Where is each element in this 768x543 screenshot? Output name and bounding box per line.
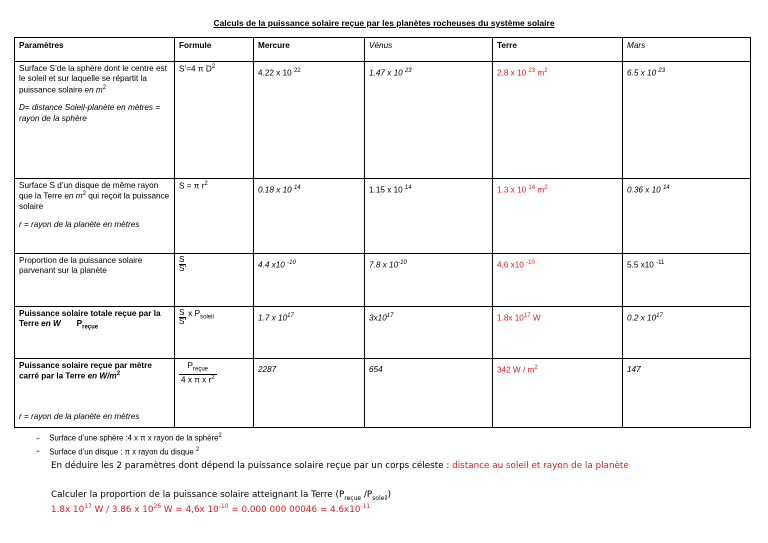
mars-value: 5.5 x10 $^{-11}$ [623,254,751,307]
compute-question: Calculer la proportion de la puissance solaire atteignant la Terre ($P_{reçue}$ $/P_{soleil}$) [51,490,392,502]
formula-cell: $\frac{S}{S'}$ x $P_{soleil}$ [175,307,254,359]
param-note: D= distance Soleil-planète en mètres = rayon de la sphère [19,103,161,123]
header-formule: Formule [175,38,254,62]
deduce-answer: distance au soleil et rayon de la planète [452,461,629,471]
formula-sup: 2 [211,64,216,70]
row-param-cell: Puissance solaire totale reçue par la Terre en W $P_{reçue}$ [15,307,175,359]
header-parametres: Paramètres [15,38,175,62]
terre-value: 4.6 x10 $^{-10}$ [493,254,623,307]
param-note: r = rayon de la planète en mètres [19,412,140,422]
table-row [15,307,751,359]
row-param-cell: Proportion de la puissance solaire parvenant sur la planète [15,254,175,307]
formula-text: S’=4 π D [179,64,212,74]
mercure-value: 4.4 x10 $^{-10}$ [254,254,365,307]
mercure-value: 2287 [254,359,365,428]
terre-value: 1.3 x 10 $^{14}$ $m^2$ [493,179,623,254]
venus-value: 1.47 x 10 $^{23}$ [365,62,493,179]
terre-value: 1.8x $10^{17}$ W [493,307,623,359]
note-sphere: ➢ Surface d’une sphère :4 x π x rayon de la sphère$^2$ [36,431,222,445]
header-mars: Mars [623,38,751,62]
venus-value: $3x10^{17}$ [365,307,493,359]
row-param-cell: Puissance solaire reçue par mètre carré par la Terre en $W/m^2$ r = rayon de la planète en mètres [15,359,175,428]
mars-value: 0.2 x $10^{17}$ [623,307,751,359]
table-row [15,179,751,254]
formula-cell [175,62,254,179]
mars-value: 147 [623,359,751,428]
mercure-value: 1.7 x $10^{17}$ [254,307,365,359]
formula-cell [175,359,254,428]
mercure-value: 4.22 x 10 $^{22}$ [254,62,365,179]
param-note: r = rayon de la planète en mètres [19,220,140,230]
header-mercure: Mercure [254,38,365,62]
terre-value: 2.8 x 10 $^{23}$ $m^2$ [493,62,623,179]
mars-value: 6.5 x 10 $^{23}$ [623,62,751,179]
table-row [15,254,751,307]
venus-value: 654 [365,359,493,428]
table-row [15,359,751,428]
param-unit: en m [84,85,103,95]
venus-value: 7.8 x $10^{-10}$ [365,254,493,307]
page-title: Calculs de la puissance solaire reçue par les planètes rocheuses du système solaire [213,18,555,28]
terre-value: 342 W / $m^2$ [493,359,623,428]
venus-value: 1.15 x 10 $^{14}$ [365,179,493,254]
row-param-cell [15,62,175,179]
mercure-value: 0.18 x 10 $^{14}$ [254,179,365,254]
table-row [15,62,751,179]
formula-cell: S = π $r^2$ [175,179,254,254]
row-param-cell: Surface S d’un disque de même rayon que la Terre en $m^2$ qui reçoit la puissance solaire r = rayon de la planète en mètres [15,179,175,254]
note-disque: ➢ Surface d’un disque : π x rayon du disque $^2$ [36,445,222,459]
compute-answer: 1.8x $10^{17}$ W / 3.86 x $10^{26}$ W = 4,6x $10^{-10} = 0.000$ 000 $00046 = 4.6x10^{-11}$ [51,503,371,515]
formula-fraction: $\frac{S}{S'}$ [179,255,187,274]
mars-value: 0.36 x 10 $^{14}$ [623,179,751,254]
param-unit-sup: 2 [102,84,107,91]
param-text: Surface S’de la sphère dont le centre est le soleil et sur laquelle se répartit la puissance solaire [19,64,167,95]
formula-cell [175,254,254,307]
formula-notes [36,431,222,458]
header-terre: Terre [493,38,623,62]
formula-fraction: $\frac{P_{reçue}}{4 x \pi x r^2}$ [181,361,215,385]
table-header-row [15,38,751,62]
deduce-question: En déduire les 2 paramètres dont dépend la puissance solaire reçue par un corps céleste : distance au soleil et rayon de la planète [51,461,629,471]
header-venus: Vénus [365,38,493,62]
solar-power-table [14,37,751,428]
formula-fraction: $\frac{S}{S'}$ [179,308,187,327]
